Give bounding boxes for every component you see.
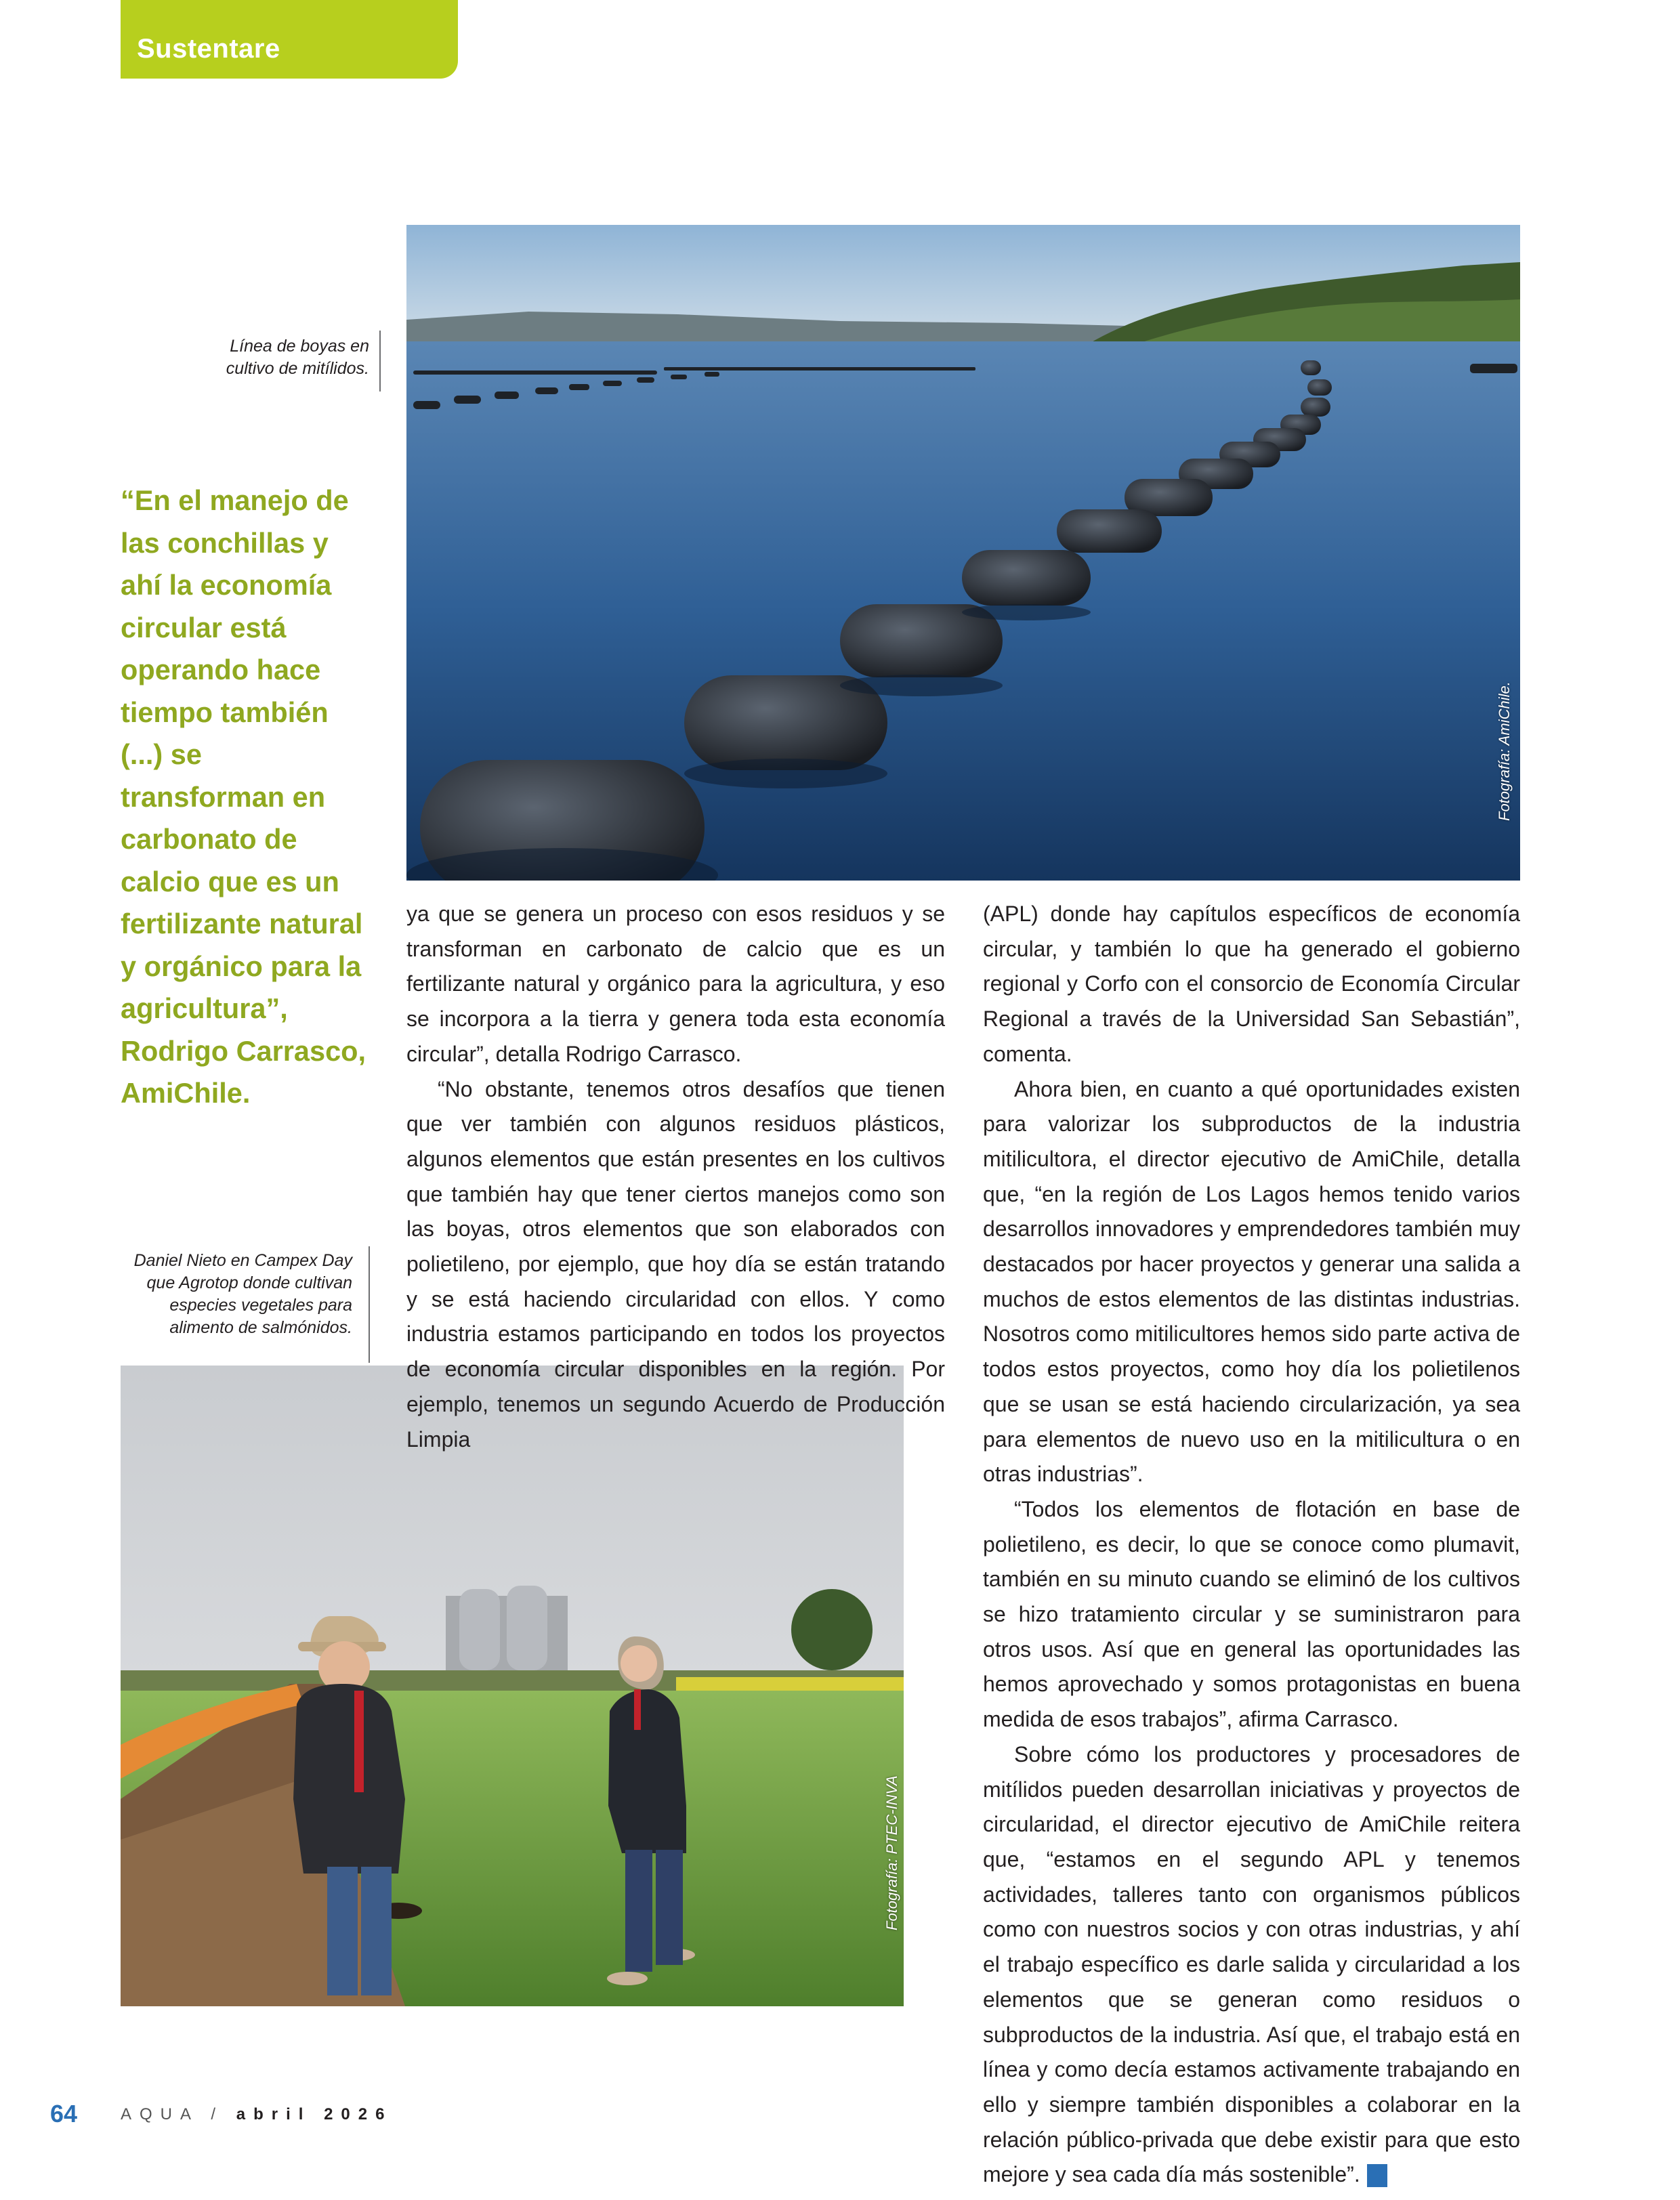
pull-quote: “En el manejo de las conchillas y ahí la economía circular está operando hace tiempo también (...) se transforman en carbonato de calcio que es un fertilizante natural y orgánico para la agricultura”, Rodrigo Carrasco, AmiChile. <box>121 484 366 1109</box>
article-column-2 <box>983 897 1520 2193</box>
end-mark-icon: Q <box>1367 2164 1387 2187</box>
article-paragraph-last <box>983 1737 1520 2193</box>
magazine-name: AQUA <box>121 2105 198 2123</box>
page-number: 64 <box>50 2100 78 2128</box>
section-tab <box>121 0 458 79</box>
article-paragraph: “Todos los elementos de flotación en base de polietileno, es decir, lo que se conoce como plumavit, también en su minuto cuando se eliminó de los cultivos se hizo tratamiento circular y se suministraron para otros usos. Así que en general las oportunidades las hemos aprovechado y somos protagonistas en buena medida de esos trabajos”, afirma Carrasco. <box>983 1496 1520 1732</box>
footer-magazine <box>121 2105 392 2124</box>
article-paragraph: ya que se genera un proceso con esos residuos y se transforman en carbonato de calcio que es un fertilizante natural y orgánico para la agricultura, y eso se incorpora a la tierra y genera toda esta economía circular”, detalla Rodrigo Carrasco. <box>406 902 945 1066</box>
article-paragraph-text: Sobre cómo los productores y procesadores de mitílidos pueden desarrollan iniciativas y proyectos de circularidad, el director ejecutivo de AmiChile reitera que, “estamos en el segundo APL y tenemos actividades, talleres tanto con organismos públicos como con nuestros socios y con otras industrias, y ahí el trabajo específico es darle salida y circularidad a los elementos que se generan como residuos o subproductos de la industria. Así que, el trabajo está en línea y como decía estamos activamente trabajando en ello y siempre también disponibles a colaborar en la relación público-privada que debe existir para que esto mejore y sea cada día más sostenible”. <box>983 1741 1520 2187</box>
section-label: Sustentare <box>137 34 280 64</box>
field-caption-line: alimento de salmónidos. <box>169 1318 352 1337</box>
article-paragraph: “No obstante, tenemos otros desafíos que tienen que ver también con algunos residuos plásticos, algunos elementos que están presentes en los cultivos que también hay que tener ciertos manejos como son las boyas, otros elementos que son elaborados con polietileno, por ejemplo, que hoy día se están tratando y se está haciendo circularidad con ellos. Y como industria estamos participando en todos los proyectos de economía circular disponibles en la región. Por ejemplo, tenemos un segundo Acuerdo de Producción Limpia <box>406 1076 945 1452</box>
article-paragraph: (APL) donde hay capítulos específicos de economía circular, y también lo que ha generado el gobierno regional y Corfo con el consorcio de Economía Circular Regional a través de la Universidad San Sebastián”, comenta. <box>983 902 1520 1066</box>
field-photo <box>121 1366 904 2006</box>
field-caption-line: que Agrotop donde cultivan <box>146 1273 352 1292</box>
buoys-caption-line: cultivo de mitílidos. <box>226 359 369 378</box>
field-caption-line: especies vegetales para <box>169 1296 352 1315</box>
issue-date: abril 2026 <box>236 2105 393 2123</box>
buoys-photo-credit: Fotografía: AmiChile. <box>1496 681 1513 821</box>
article-paragraph: Ahora bien, en cuanto a qué oportunidades existen para valorizar los subproductos de la industria mitilicultora, el director ejecutivo de AmiChile, detalla que, “en la región de Los Lagos hemos tenido varios desarrollos innovadores y emprendedores también muy destacados por hacer proyectos y generar una salida a muchos de estos elementos de las distintas industrias. Nosotros como mitilicultores hemos sido parte activa de todos estos proyectos, como hoy día los polietilenos que se usan se está haciendo circularización, ya sea para elementos de nuevo uso en la mitilicultura o en otras industrias”. <box>983 1076 1520 1487</box>
field-caption-line: Daniel Nieto en Campex Day <box>133 1251 352 1270</box>
buoys-caption-line: Línea de boyas en <box>230 337 369 356</box>
footer-separator: / <box>211 2105 224 2123</box>
caption-divider <box>379 331 381 392</box>
caption-divider <box>369 1246 370 1363</box>
buoys-photo <box>406 225 1520 881</box>
field-caption <box>102 1250 352 1339</box>
field-photo-credit: Fotografía: PTEC-INVA <box>883 1775 900 1930</box>
buoys-caption <box>176 335 369 380</box>
article-column-1 <box>406 897 945 1457</box>
